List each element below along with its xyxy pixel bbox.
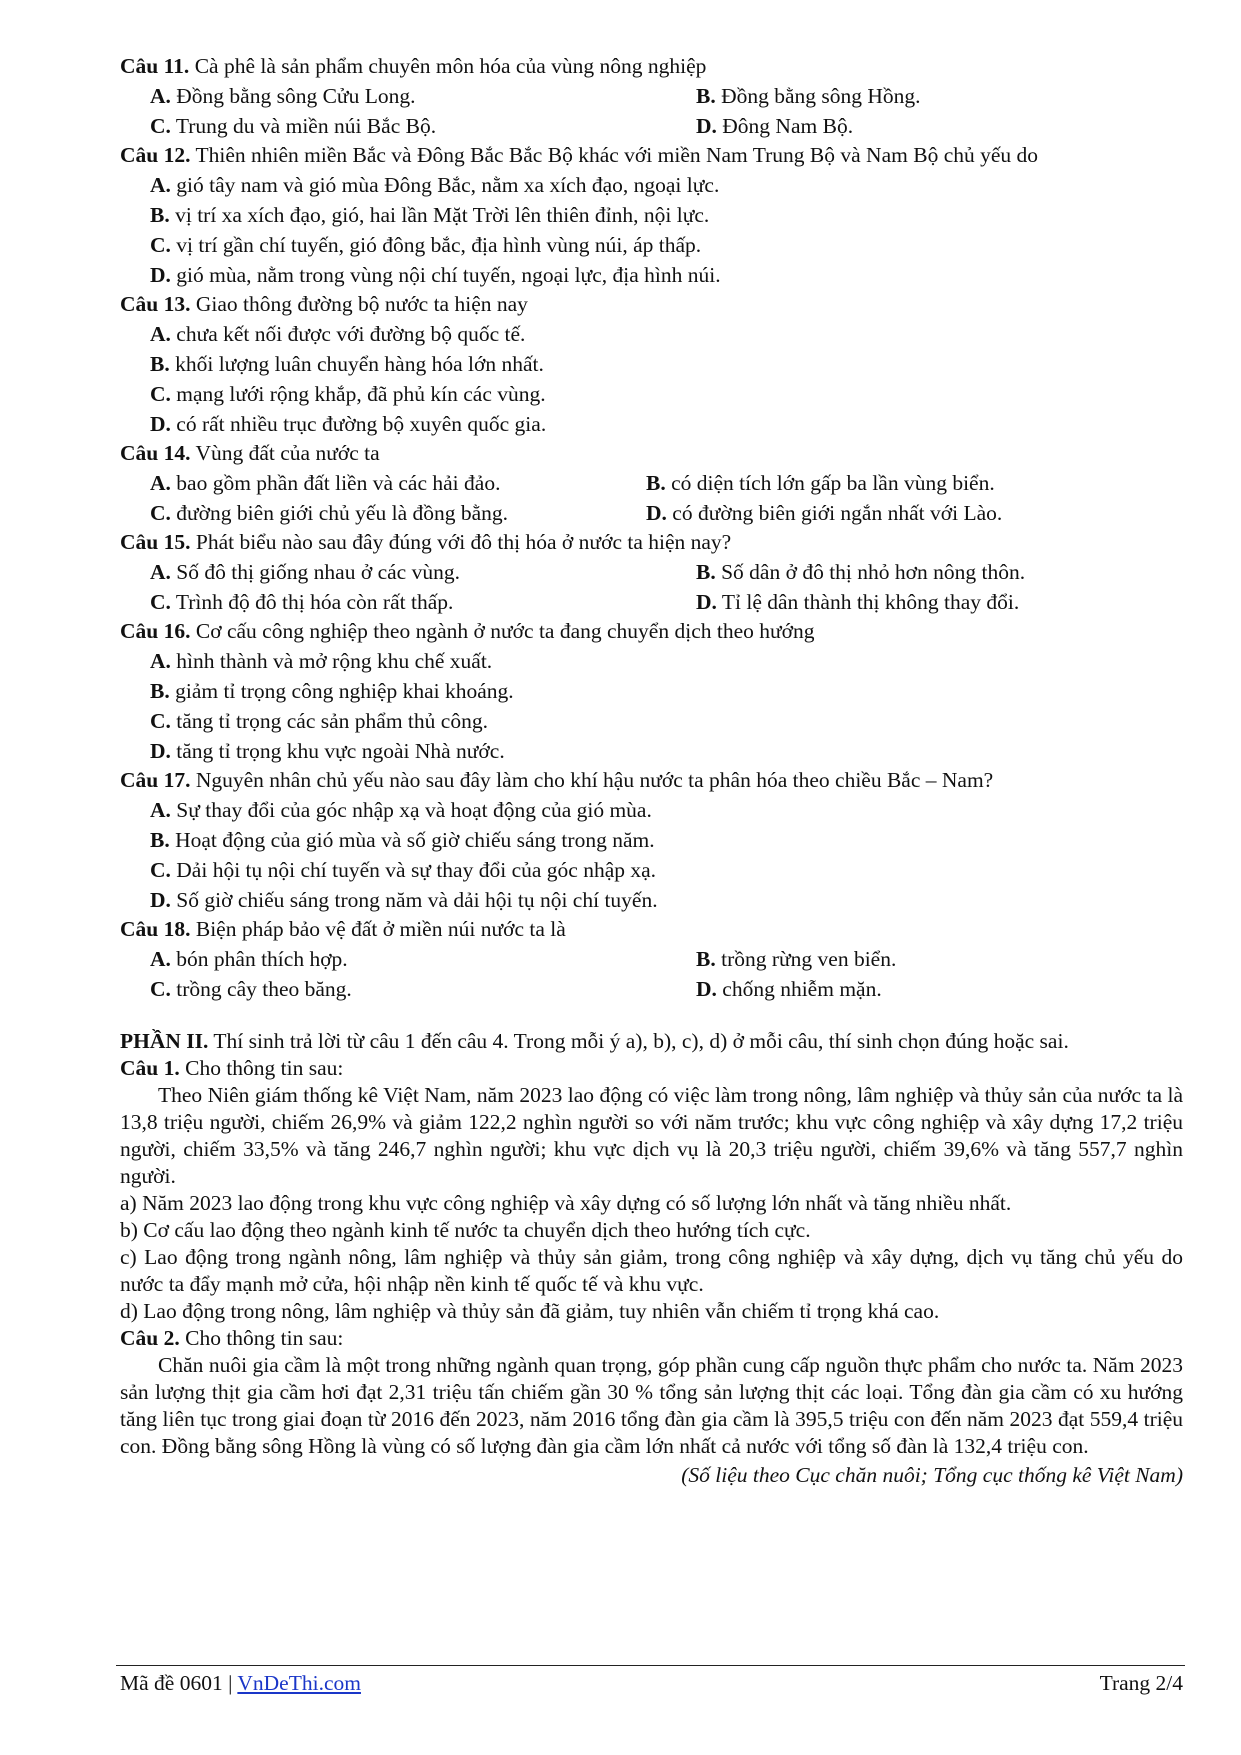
option-text: Số dân ở đô thị nhỏ hơn nông thôn. (715, 560, 1026, 584)
option-text: Dải hội tụ nội chí tuyến và sự thay đổi của góc nhập xạ. (170, 858, 657, 882)
info-paragraph: Theo Niên giám thống kê Việt Nam, năm 2023 lao động có việc làm trong nông, lâm nghiệp và thủy sản của nước ta là 13,8 triệu người, chiếm 26,9% và giảm 122,2 nghìn người so với năm trước; khu vực công nghiệp và xây dựng 17,2 triệu người, chiếm 33,5% và tăng 246,7 nghìn người; khu vực dịch vụ là 20,3 triệu người, chiếm 39,6% và tăng 557,7 nghìn người. (120, 1083, 1183, 1188)
question-text: Phát biểu nào sau đây đúng với đô thị hóa ở nước ta hiện nay? (190, 530, 732, 554)
site-link[interactable]: VnDeThi.com (237, 1671, 361, 1695)
option-text: vị trí xa xích đạo, gió, hai lần Mặt Trời lên thiên đỉnh, nội lực. (169, 203, 710, 227)
option-text: khối lượng luân chuyển hàng hóa lớn nhất. (169, 352, 544, 376)
option-key: B. (150, 828, 170, 852)
question-label: Câu 14. (120, 441, 191, 465)
part2-question-2 (120, 1325, 1183, 1490)
statement-d: d) Lao động trong nông, lâm nghiệp và thủy sản đã giảm, tuy nhiên vẫn chiếm tỉ trọng khá cao. (120, 1299, 940, 1323)
option-key: A. (150, 471, 171, 495)
option-key: D. (150, 888, 171, 912)
question-label: Câu 15. (120, 530, 191, 554)
question-text: Cho thông tin sau: (179, 1326, 344, 1350)
option-key: B. (696, 947, 716, 971)
option-key: D. (696, 590, 717, 614)
option-key: C. (150, 382, 171, 406)
question-18 (120, 915, 1183, 1004)
question-label: Câu 16. (120, 619, 191, 643)
option-text: chưa kết nối được với đường bộ quốc tế. (170, 322, 526, 346)
question-11 (120, 52, 1183, 141)
option-text: hình thành và mở rộng khu chế xuất. (170, 649, 493, 673)
page-number: Trang 2/4 (1099, 1671, 1183, 1695)
option-key: B. (696, 84, 716, 108)
question-text: Nguyên nhân chủ yếu nào sau đây làm cho khí hậu nước ta phân hóa theo chiều Bắc – Nam? (190, 768, 994, 792)
question-16 (120, 617, 1183, 766)
option-key: A. (150, 947, 171, 971)
statement-b: b) Cơ cấu lao động theo ngành kinh tế nước ta chuyển dịch theo hướng tích cực. (120, 1218, 811, 1242)
part-label: PHẦN II. (120, 1029, 209, 1053)
option-text: mạng lưới rộng khắp, đã phủ kín các vùng. (170, 382, 546, 406)
question-text: Thiên nhiên miền Bắc và Đông Bắc Bắc Bộ khác với miền Nam Trung Bộ và Nam Bộ chủ yếu do (190, 143, 1039, 167)
option-text: vị trí gần chí tuyến, gió đông bắc, địa hình vùng núi, áp thấp. (170, 233, 702, 257)
option-key: B. (150, 352, 170, 376)
option-text: trồng cây theo băng. (170, 977, 352, 1001)
option-text: đường biên giới chủ yếu là đồng bằng. (170, 501, 509, 525)
question-14 (120, 439, 1183, 528)
option-key: A. (150, 798, 171, 822)
option-text: Đồng bằng sông Cửu Long. (170, 84, 416, 108)
question-text: Vùng đất của nước ta (190, 441, 380, 465)
option-key: B. (150, 203, 170, 227)
option-text: Số đô thị giống nhau ở các vùng. (170, 560, 460, 584)
question-text: Biện pháp bảo vệ đất ở miền núi nước ta là (190, 917, 566, 941)
option-key: A. (150, 84, 171, 108)
option-key: B. (646, 471, 666, 495)
option-key: B. (696, 560, 716, 584)
option-key: A. (150, 649, 171, 673)
info-paragraph: Chăn nuôi gia cầm là một trong những ngành quan trọng, góp phần cung cấp nguồn thực phẩm cho nước ta. Năm 2023 sản lượng thịt gia cầm hơi đạt 2,31 triệu tấn chiếm gần 30 % tổng sản lượng thịt các loại. Tổng đàn gia cầm có xu hướng tăng liên tục trong giai đoạn từ 2016 đến 2023, năm 2016 tổng đàn gia cầm là 395,5 triệu con đến năm 2023 đạt 559,4 triệu con. Đồng bằng sông Hồng là vùng có số lượng đàn gia cầm lớn nhất cả nước với tổng số đàn là 132,4 triệu con. (120, 1353, 1183, 1458)
question-label: Câu 11. (120, 54, 190, 78)
statement-c: c) Lao động trong ngành nông, lâm nghiệp và thủy sản giảm, trong công nghiệp và xây dựng, dịch vụ tăng chủ yếu do nước ta đẩy mạnh mở cửa, hội nhập nền kinh tế quốc tế và khu vực. (120, 1245, 1183, 1296)
option-text: Trình độ đô thị hóa còn rất thấp. (170, 590, 454, 614)
option-text: tăng tỉ trọng các sản phẩm thủ công. (170, 709, 488, 733)
question-13 (120, 290, 1183, 439)
statement-a: a) Năm 2023 lao động trong khu vực công nghiệp và xây dựng có số lượng lớn nhất và tăng nhiều nhất. (120, 1191, 1012, 1215)
option-text: tăng tỉ trọng khu vực ngoài Nhà nước. (170, 739, 505, 763)
option-key: A. (150, 322, 171, 346)
option-key: A. (150, 173, 171, 197)
option-text: có diện tích lớn gấp ba lần vùng biển. (665, 471, 995, 495)
option-key: D. (646, 501, 667, 525)
option-text: trồng rừng ven biển. (715, 947, 897, 971)
question-label: Câu 1. (120, 1056, 180, 1080)
option-key: D. (696, 977, 717, 1001)
option-text: Tỉ lệ dân thành thị không thay đổi. (716, 590, 1020, 614)
option-key: C. (150, 233, 171, 257)
page-footer (120, 1668, 1183, 1698)
option-key: C. (150, 858, 171, 882)
option-key: D. (150, 412, 171, 436)
option-key: C. (150, 590, 171, 614)
exam-page (120, 52, 1183, 1490)
option-text: bón phân thích hợp. (170, 947, 348, 971)
option-key: D. (150, 263, 171, 287)
option-text: Số giờ chiếu sáng trong năm và dải hội tụ nội chí tuyến. (170, 888, 658, 912)
option-text: bao gồm phần đất liền và các hải đảo. (170, 471, 501, 495)
option-key: C. (150, 709, 171, 733)
option-text: giảm tỉ trọng công nghiệp khai khoáng. (169, 679, 514, 703)
question-label: Câu 13. (120, 292, 191, 316)
option-key: A. (150, 560, 171, 584)
option-key: C. (150, 501, 171, 525)
part2-question-1 (120, 1055, 1183, 1325)
part-2-instructions (120, 1028, 1183, 1055)
question-17 (120, 766, 1183, 915)
question-text: Cơ cấu công nghiệp theo ngành ở nước ta đang chuyển dịch theo hướng (190, 619, 815, 643)
option-key: C. (150, 977, 171, 1001)
option-text: gió mùa, nằm trong vùng nội chí tuyến, ngoại lực, địa hình núi. (170, 263, 721, 287)
question-12 (120, 141, 1183, 290)
question-15 (120, 528, 1183, 617)
question-text: Cà phê là sản phẩm chuyên môn hóa của vùng nông nghiệp (189, 54, 707, 78)
question-text: Giao thông đường bộ nước ta hiện nay (190, 292, 528, 316)
option-text: có rất nhiều trục đường bộ xuyên quốc gia. (170, 412, 547, 436)
question-label: Câu 17. (120, 768, 191, 792)
option-key: B. (150, 679, 170, 703)
question-label: Câu 12. (120, 143, 191, 167)
option-key: C. (150, 114, 171, 138)
part-text: Thí sinh trả lời từ câu 1 đến câu 4. Trong mỗi ý a), b), c), d) ở mỗi câu, thí sinh chọn đúng hoặc sai. (208, 1029, 1069, 1053)
question-label: Câu 18. (120, 917, 191, 941)
question-text: Cho thông tin sau: (179, 1056, 344, 1080)
source-note: (Số liệu theo Cục chăn nuôi; Tổng cục thống kê Việt Nam) (681, 1463, 1183, 1487)
footer-divider (116, 1665, 1185, 1666)
option-text: Đông Nam Bộ. (716, 114, 854, 138)
exam-code: Mã đề 0601 | (120, 1671, 238, 1695)
option-text: Trung du và miền núi Bắc Bộ. (170, 114, 437, 138)
option-key: D. (150, 739, 171, 763)
option-text: Hoạt động của gió mùa và số giờ chiếu sáng trong năm. (169, 828, 655, 852)
option-text: Sự thay đổi của góc nhập xạ và hoạt động của gió mùa. (170, 798, 652, 822)
option-text: có đường biên giới ngắn nhất với Lào. (666, 501, 1003, 525)
option-text: gió tây nam và gió mùa Đông Bắc, nằm xa xích đạo, ngoại lực. (170, 173, 720, 197)
option-text: chống nhiễm mặn. (716, 977, 882, 1001)
option-text: Đồng bằng sông Hồng. (715, 84, 921, 108)
option-key: D. (696, 114, 717, 138)
question-label: Câu 2. (120, 1326, 180, 1350)
